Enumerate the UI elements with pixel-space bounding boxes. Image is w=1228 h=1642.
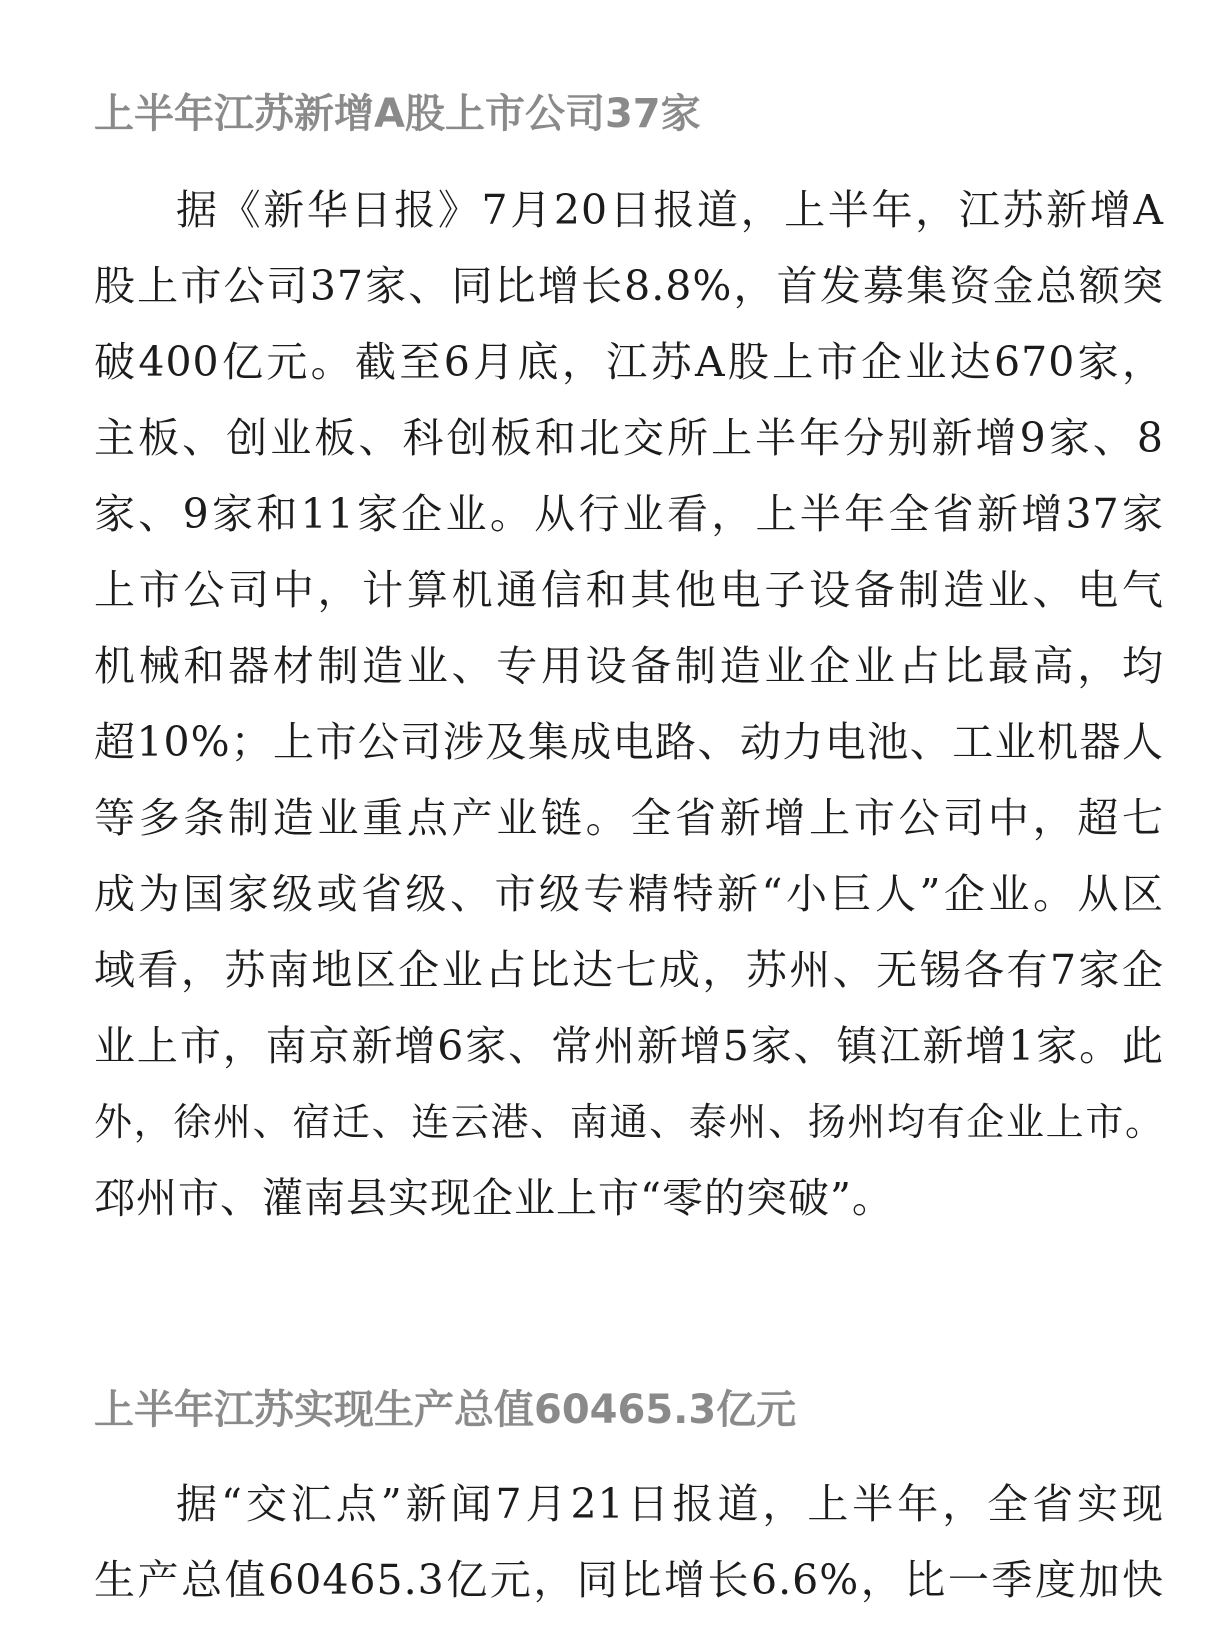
article-2-line: 生产总值60465.3亿元，同比增长6.6%，比一季度加快 [94,1556,1164,1604]
article-1-line: 主板、创业板、科创板和北交所上半年分别新增9家、8 [94,414,1164,462]
article-1-line: 成为国家级或省级、市级专精特新“小巨人”企业。从区 [94,870,1164,918]
article-1-line: 域看，苏南地区企业占比达七成，苏州、无锡各有7家企 [94,946,1164,994]
article-1-line: 业上市，南京新增6家、常州新增5家、镇江新增1家。此 [94,1022,1164,1070]
article-1-line: 上市公司中，计算机通信和其他电子设备制造业、电气 [94,566,1164,614]
article-2-line: 据“交汇点”新闻7月21日报道，上半年，全省实现 [176,1480,1164,1528]
article-1-line: 邳州市、灌南县实现企业上市“零的突破”。 [94,1174,894,1222]
article-1-line: 股上市公司37家、同比增长8.8%，首发募集资金总额突 [94,262,1164,310]
article-2-heading: 上半年江苏实现生产总值60465.3亿元 [94,1387,797,1433]
article-1-line: 外，徐州、宿迁、连云港、南通、泰州、扬州均有企业上市。 [94,1100,1164,1144]
article-1-heading: 上半年江苏新增A股上市公司37家 [94,91,701,137]
article-1-line: 等多条制造业重点产业链。全省新增上市公司中，超七 [94,794,1164,842]
article-1-line: 超10%；上市公司涉及集成电路、动力电池、工业机器人 [94,718,1164,766]
article-1-line: 家、9家和11家企业。从行业看，上半年全省新增37家 [94,490,1164,538]
article-1-line: 机械和器材制造业、专用设备制造业企业占比最高，均 [94,642,1164,690]
article-1-line: 据《新华日报》7月20日报道，上半年，江苏新增A [176,186,1164,234]
article-1-line: 破400亿元。截至6月底，江苏A股上市企业达670家， [94,338,1164,386]
